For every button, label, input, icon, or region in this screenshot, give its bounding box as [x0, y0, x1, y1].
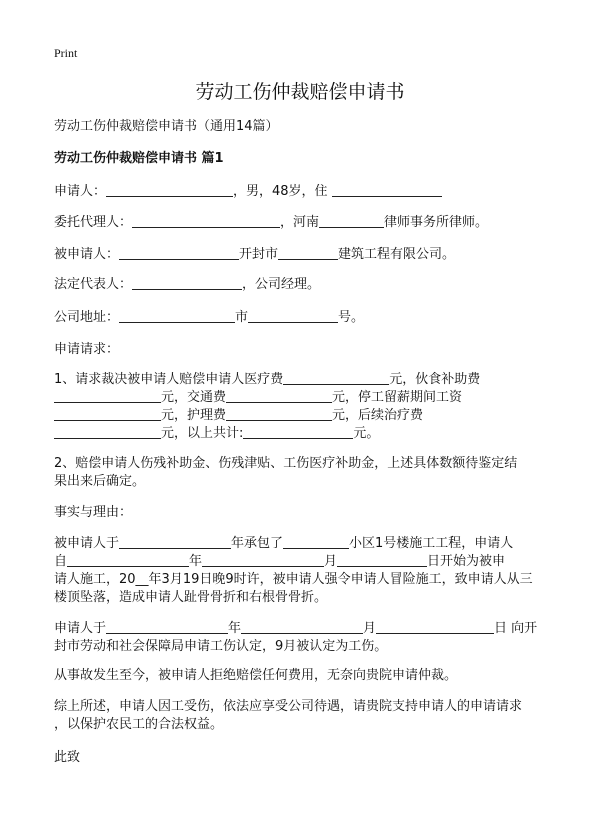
facts1-start-month-blank	[202, 553, 324, 567]
request1-followup: 元，后续治疗费	[332, 408, 424, 423]
respondent-name-blank	[119, 246, 239, 260]
document-subtitle: 劳动工伤仲裁赔偿申请书（通用14篇）	[54, 119, 279, 134]
respondent-company: 建筑工程有限公司。	[338, 247, 456, 262]
respondent-label: 被申请人：	[54, 247, 120, 262]
request1-prefix: 1、请求裁决被申请人赔偿申请人医疗费	[54, 372, 284, 387]
request2-line1: 2、赔偿申请人伤残补助金、伤残津贴、工伤医疗补助金，上述具体数额待鉴定结	[54, 456, 518, 471]
agent-suffix: 律师事务所律师。	[384, 215, 489, 230]
request1-food: 元，伙食补助费	[389, 372, 481, 387]
request1-line1	[54, 371, 480, 389]
facts2-year-blank	[106, 620, 228, 634]
request1-line3	[54, 407, 423, 425]
agent-name-blank	[132, 214, 280, 228]
legal-rep-suffix: ，公司经理。	[242, 277, 321, 292]
facts3: 从事故发生至今，被申请人拒绝赔偿任何费用，无奈向贵院申请仲裁。	[54, 668, 458, 683]
facts1-p6: 月	[324, 554, 338, 569]
facts1-p2: 年承包了	[231, 536, 284, 551]
facts2-line1	[54, 620, 537, 638]
facts1-start-day-blank	[337, 553, 427, 567]
respondent-line	[54, 246, 455, 264]
facts1-p5: 年	[189, 554, 203, 569]
address-city: 市	[235, 310, 249, 325]
facts2-p2: 年	[228, 621, 242, 636]
agent-province: ，河南	[280, 215, 320, 230]
request1-nursing: 元，护理费	[161, 408, 227, 423]
nursing-fee-blank	[226, 407, 332, 421]
respondent-company-blank	[278, 246, 338, 260]
address-label: 公司地址：	[54, 310, 120, 325]
facts1-line1	[54, 535, 513, 553]
followup-fee-blank	[54, 425, 161, 439]
request1-total: 元，以上共计:	[161, 426, 244, 441]
facts1-p3: 小区1号楼施工工程，申请人	[349, 536, 514, 551]
total-blank	[243, 425, 353, 439]
conclusion-line2: ，以保护农民工的合法权益。	[54, 717, 224, 732]
facts1-p4: 自	[54, 554, 68, 569]
legal-rep-line	[54, 276, 320, 294]
section-heading: 劳动工伤仲裁赔偿申请书 篇1	[54, 151, 224, 166]
address-blank-2	[248, 309, 338, 323]
address-number: 号。	[338, 310, 365, 325]
closing: 此致	[54, 750, 81, 765]
medical-fee-blank	[283, 371, 389, 385]
request1-end: 元。	[353, 426, 380, 441]
agent-firm-blank	[319, 214, 384, 228]
transport-fee-blank	[226, 389, 332, 403]
agent-label: 委托代理人：	[54, 215, 133, 230]
facts2-p3: 月	[363, 621, 377, 636]
facts1-p1: 被申请人于	[54, 536, 120, 551]
facts1-community-blank	[283, 535, 349, 549]
applicant-label: 申请人：	[54, 184, 107, 199]
agent-line	[54, 214, 488, 232]
request2-line2: 果出来后确定。	[54, 474, 146, 489]
applicant-gender-age: ，男，48岁，住	[233, 184, 328, 199]
facts1-line3: 请人施工，20__年3月19日晚9时许，被申请人强令申请人冒险施工，致申请人从三	[54, 572, 533, 587]
applicant-address-blank	[332, 183, 442, 197]
conclusion-line1: 综上所述，申请人因工受伤，依法应享受公司待遇，请贵院支持申请人的申请请求	[54, 699, 523, 714]
facts2-line2: 封市劳动和社会保障局申请工伤认定，9月被认定为工伤。	[54, 639, 388, 654]
legal-rep-label: 法定代表人：	[54, 277, 133, 292]
applicant-name-blank	[106, 183, 233, 197]
facts2-day-blank	[376, 620, 494, 634]
address-blank-1	[119, 309, 235, 323]
request1-line4	[54, 425, 379, 443]
print-label: Print	[54, 46, 78, 60]
facts-heading: 事实与理由：	[54, 505, 133, 520]
facts2-p1: 申请人于	[54, 621, 107, 636]
wages-blank	[54, 407, 161, 421]
request1-line2	[54, 389, 462, 407]
applicant-line	[54, 183, 442, 201]
facts1-year-blank	[119, 535, 231, 549]
requests-heading: 申请请求：	[54, 342, 120, 357]
request1-transport: 元，交通费	[161, 390, 227, 405]
facts1-line4: 楼顶坠落，造成申请人趾骨骨折和右根骨骨折。	[54, 590, 328, 605]
facts2-month-blank	[241, 620, 363, 634]
facts1-p7: 日开始为被申	[427, 554, 506, 569]
document-title: 劳动工伤仲裁赔偿申请书	[195, 81, 405, 103]
request1-wages: 元，停工留薪期间工资	[332, 390, 463, 405]
food-fee-blank	[54, 389, 161, 403]
legal-rep-blank	[132, 276, 242, 290]
facts1-line2	[54, 553, 505, 571]
facts2-p4: 日 向开	[494, 621, 538, 636]
address-line	[54, 309, 364, 327]
respondent-city: 开封市	[239, 247, 279, 262]
facts1-start-year-blank	[67, 553, 189, 567]
